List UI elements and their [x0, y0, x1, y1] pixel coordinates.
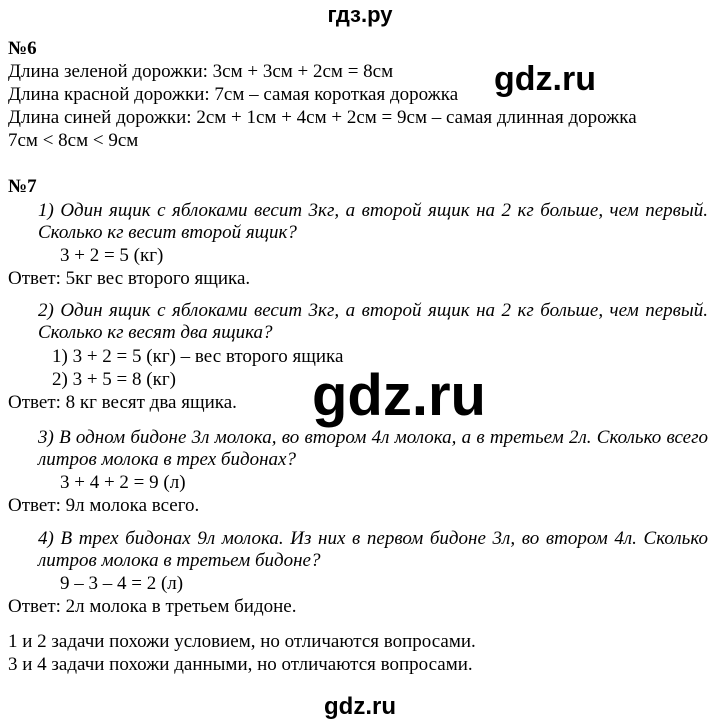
problem-3-question: 3) В одном бидоне 3л молока, во втором 4л молока, а в третьем 2л. Сколько всего литров молока в трех бидонах? [38, 427, 708, 470]
task-6-line-3: Длина синей дорожки: 2см + 1см + 4см + 2см = 9см – самая длинная дорожка [8, 107, 637, 128]
task-6-line-4: 7см < 8см < 9см [8, 130, 139, 151]
problem-3-answer: Ответ: 9л молока всего. [8, 495, 200, 516]
problem-4-question: 4) В трех бидонах 9л молока. Из них в первом бидоне 3л, во втором 4л. Сколько литров молока в третьем бидоне? [38, 528, 708, 571]
problem-2-calc-1: 1) 3 + 2 = 5 (кг) – вес второго ящика [52, 346, 344, 367]
conclusion-line-2: 3 и 4 задачи похожи данными, но отличаются вопросами. [8, 654, 473, 675]
problem-2-answer: Ответ: 8 кг весят два ящика. [8, 392, 237, 413]
problem-2-question: 2) Один ящик с яблоками весит 3кг, а второй ящик на 2 кг больше, чем первый. Сколько кг весят два ящика? [38, 300, 708, 343]
problem-2-calc-2: 2) 3 + 5 = 8 (кг) [52, 369, 176, 390]
task-6-line-2: Длина красной дорожки: 7см – самая короткая дорожка [8, 84, 459, 105]
task-7-number: №7 [8, 176, 37, 197]
site-header: гдз.ру [327, 2, 393, 27]
task-6-line-1: Длина зеленой дорожки: 3см + 3см + 2см = 8см [8, 61, 394, 82]
problem-1-question: 1) Один ящик с яблоками весит 3кг, а второй ящик на 2 кг больше, чем первый. Сколько кг весит второй ящик? [38, 200, 708, 243]
conclusion-line-1: 1 и 2 задачи похожи условием, но отличаются вопросами. [8, 631, 476, 652]
task-6-number: №6 [8, 38, 37, 59]
footer-watermark: gdz.ru [324, 693, 396, 720]
problem-1-calc: 3 + 2 = 5 (кг) [60, 245, 164, 266]
watermark-2: gdz.ru [312, 363, 486, 428]
watermark-1: gdz.ru [494, 60, 596, 98]
problem-4-answer: Ответ: 2л молока в третьем бидоне. [8, 596, 297, 617]
problem-4-calc: 9 – 3 – 4 = 2 (л) [60, 573, 184, 594]
problem-1-answer: Ответ: 5кг вес второго ящика. [8, 268, 251, 289]
problem-3-calc: 3 + 4 + 2 = 9 (л) [60, 472, 186, 493]
